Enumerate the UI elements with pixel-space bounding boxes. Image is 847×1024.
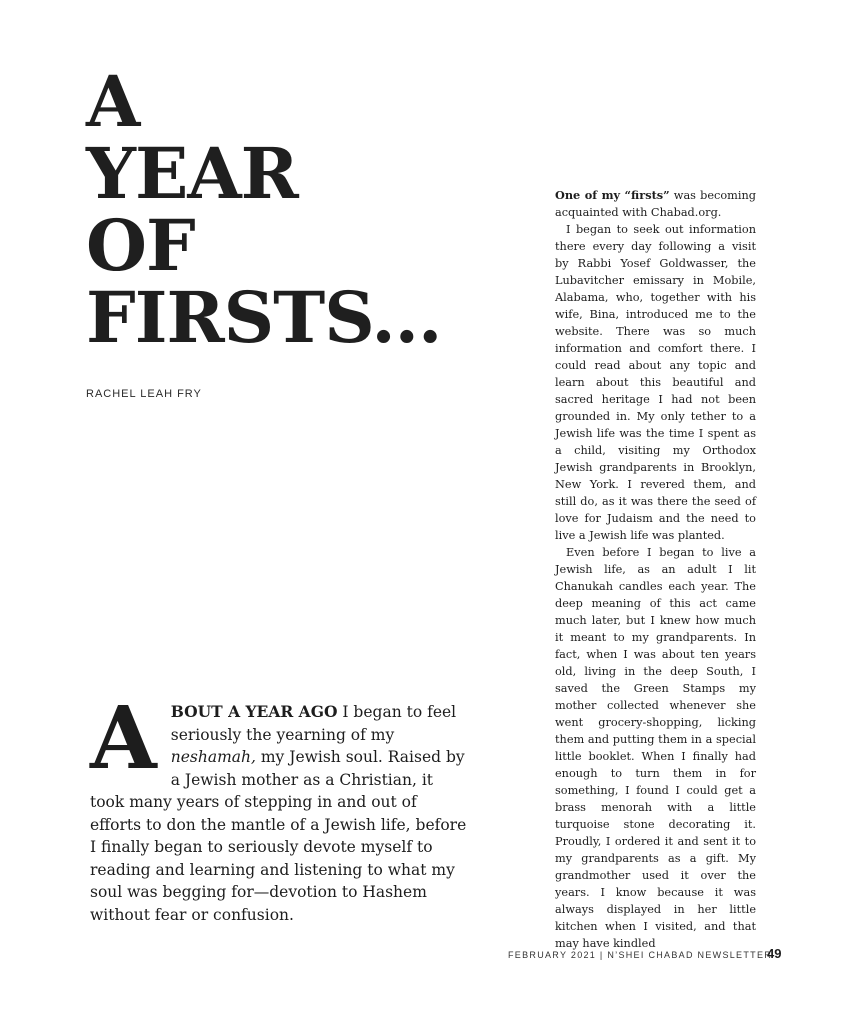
- page-number: 49: [767, 946, 782, 961]
- running-footer: FEBRUARY 2021 | N’SHEI CHABAD NEWSLETTER: [508, 950, 773, 960]
- title-line: YEAR: [86, 132, 298, 215]
- title-line: FIRSTS...: [86, 276, 442, 359]
- body-column: [555, 187, 756, 952]
- body-paragraph: [555, 187, 756, 221]
- title-line: A: [86, 60, 140, 143]
- article-title: [86, 60, 442, 359]
- intro-paragraph: [90, 688, 470, 926]
- drop-cap: A: [90, 688, 157, 789]
- body-paragraph: I began to seek out information there every day following a visit by Rabbi Yosef Goldwasser, the Lubavitcher emissary in Mobile, Alabama, who, together with his wife, Bina, introduced me to the website. There was so much information and comfort there. I could read about any topic and learn about this beautiful and sacred heritage I had not been grounded in. My only tether to a Jewish life was the time I spent as a child, visiting my Orthodox Jewish grandparents in Brooklyn, New York. I revered them, and still do, as it was there the seed of love for Judaism and the need to live a Jewish life was planted.: [555, 223, 756, 542]
- intro-text-continued: my Jewish soul. Raised by a Jewish mother as a Christian, it took many years of stepping in and out of efforts to don the mantle of a Jewish life, before I finally began to seriously devote myself to reading and learning and listening to what my soul was begging for—devotion to Hashem without fear or confusion.: [90, 748, 467, 924]
- author-byline: RACHEL LEAH FRY: [86, 388, 202, 400]
- paragraph-text: was becoming acquainted with Chabad.org.: [555, 189, 756, 219]
- intro-lead-in: BOUT A YEAR AGO: [170, 702, 338, 721]
- paragraph-lead-in: One of my “firsts”: [555, 188, 670, 202]
- title-line: OF: [86, 204, 195, 287]
- intro-italic-term: neshamah,: [170, 748, 256, 766]
- intro-text: I began to feel seriously the yearning of my: [170, 703, 457, 744]
- body-paragraph: Even before I began to live a Jewish life, as an adult I lit Chanukah candles each year. The deep meaning of this act came much later, but I knew how much it meant to my grandparents. In fact, when I was about ten years old, living in the deep South, I saved the Green Stamps my mother collected whenever she went grocery-shopping, licking them and putting them in a special little booklet. When I finally had enough to turn them in for something, I found I could get a brass menorah with a little turquoise stone decorating it. Proudly, I ordered it and sent it to my grandparents as a gift. My grandmother used it over the years. I know because it was always displayed in her little kitchen when I visited, and that may have kindled: [555, 546, 756, 950]
